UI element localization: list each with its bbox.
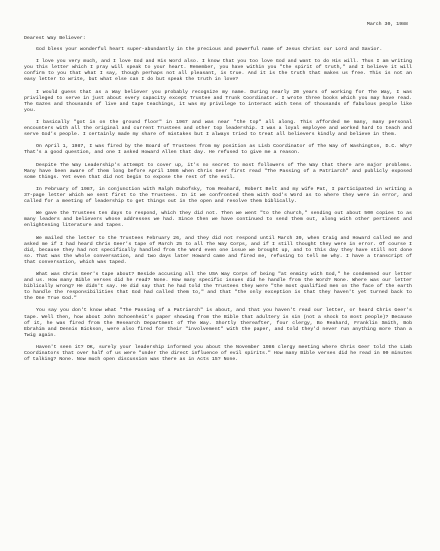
letter-date: March 30, 1988 (366, 22, 408, 27)
letter-paragraph: What was Chris Geer's tape about? Beside accusing all the USA Way Corps of being "at enmity with God," he condemned our letter and us. How many Bible verses did he read? None. How many specific issues did he handle from the Word? None. Where was our letter biblically wrong? He didn't say. He did say that he had told the Trustees they were "the most qualified men on the face of the earth to handle the responsibilities that God had called them to," and that "the only exception is that they haven't yet turned back to the One True God." (24, 272, 412, 302)
letter-paragraph: On April 1, 1987, I was fired by the Board of Trustees from my position as Lisb Coordinator of The Way of Washington, D.C. Why? That's a good question, and one I asked Howard Allen that day. He refused to give me a reason. (24, 144, 412, 156)
letter-paragraph: We mailed the letter to the Trustees February 26, and they did not respond until March 30, when Craig and Howard called me and asked me if I had heard Chris Geer's tape of March 25 to all The Way Corps, and if I still thought they were in error. Of course I did, because they had not specifically handled from the Word even one issue we brought up, and to this day they have still not done so. That was the whole conversation, and two days later Howard came and fired me, refusing to tell me why. I have a transcript of that conversation, which was taped. (24, 235, 412, 265)
letter-paragraph: Haven't seen it? OK, surely your leadership informed you about the November 1986 clergy meeting where Chris Geer told the Limb Coordinators that over half of us were "under the direct influence of evil spirits." How many Bible verses did he read in 90 minutes of talking? None. Now much open discussion was there as in Acts 15? None. (24, 344, 412, 362)
letter-body (24, 47, 412, 363)
letter-paragraph: God bless your wonderful heart super-abundantly in the precious and powerful name of Jesus Christ our Lord and Savior. (36, 47, 383, 53)
letter-paragraph: In February of 1987, in conjunction with Ralph Dubofsky, Tom Reahard, Robert Belt and my wife Pat, I participated in writing a 37-page letter which we sent first to the Trustees. In it we confronted them with God's Word as to where they were in error, and called for a meeting of leadership to get things out in the open and resolve them biblically. (24, 186, 412, 205)
letter-paragraph: We gave the Trustees ten days to respond, which they did not. Then we went "to the church," sending out about 500 copies to as many leaders and believers whose addresses we had. Since then we have continued to send them out, along with other pertinent and enlightening literature and tapes. (24, 211, 412, 229)
letter-paragraph: You say you don't know what "The Passing of a Patriarch" is about, and that you haven't read our letter, or heard Chris Geer's tape. Well then, how about John Schoenheit's paper showing from the Bible that adultery is sin (not a shock to most people)? Because of it, he was fired from the Research Department of The Way. Shortly thereafter, four clergy, Bo Reahard, Franklin Smith, Bob Ebrahim and Dennis Bickson, were also fired for their "involvement" with the paper, and told they'd never run anything more than a Twig again. (24, 308, 412, 338)
letter-salutation: Dearest Way Believer: (24, 36, 86, 41)
letter-paragraph: Despite The Way Leadership's attempt to cover up, it's no secret to most followers of The Way that there are major problems. Many have been aware of them long before April 1986 when Chris Geer first read "The Passing of a Patriarch" and publicly exposed some things. Yet even that did not begin to expose the rest of the evil. (24, 162, 412, 180)
letter-paragraph: I basically "got in on the ground floor" in 1967 and was near "the top" all along. This afforded me many, many personal encounters with all the original and current Trustees and other top leadership. I was a loyal employee and worked hard to teach and serve God's people. I certainly made my share of mistakes but I always tried to treat all believers kindly and believe in them. (24, 120, 412, 138)
letter-paragraph: I would guess that as a Way believer you probably recognize my name. During nearly 20 years of working for The Way, I was privileged to serve in just about every capacity except Trustee and Trunk Coordinator. I wrote three books which you may have read. The Gazes and thousands of live and tape teachings, it was my privilege to interact with tens of thousands of fabulous people like you. (24, 89, 412, 113)
letter-paragraph: I love you very much, and I love God and His Word also. I know that you too love God and want to do His will. Thus I am writing you this letter which I pray will speak to your heart. Remember, you have within you "the spirit of truth," and I believe it will confirm to you that what I say, though perhaps not all pleasant, is true. And it is the truth that makes us free. This is not an easy letter to write, but what else can I do but speak the truth in love? (24, 59, 412, 83)
